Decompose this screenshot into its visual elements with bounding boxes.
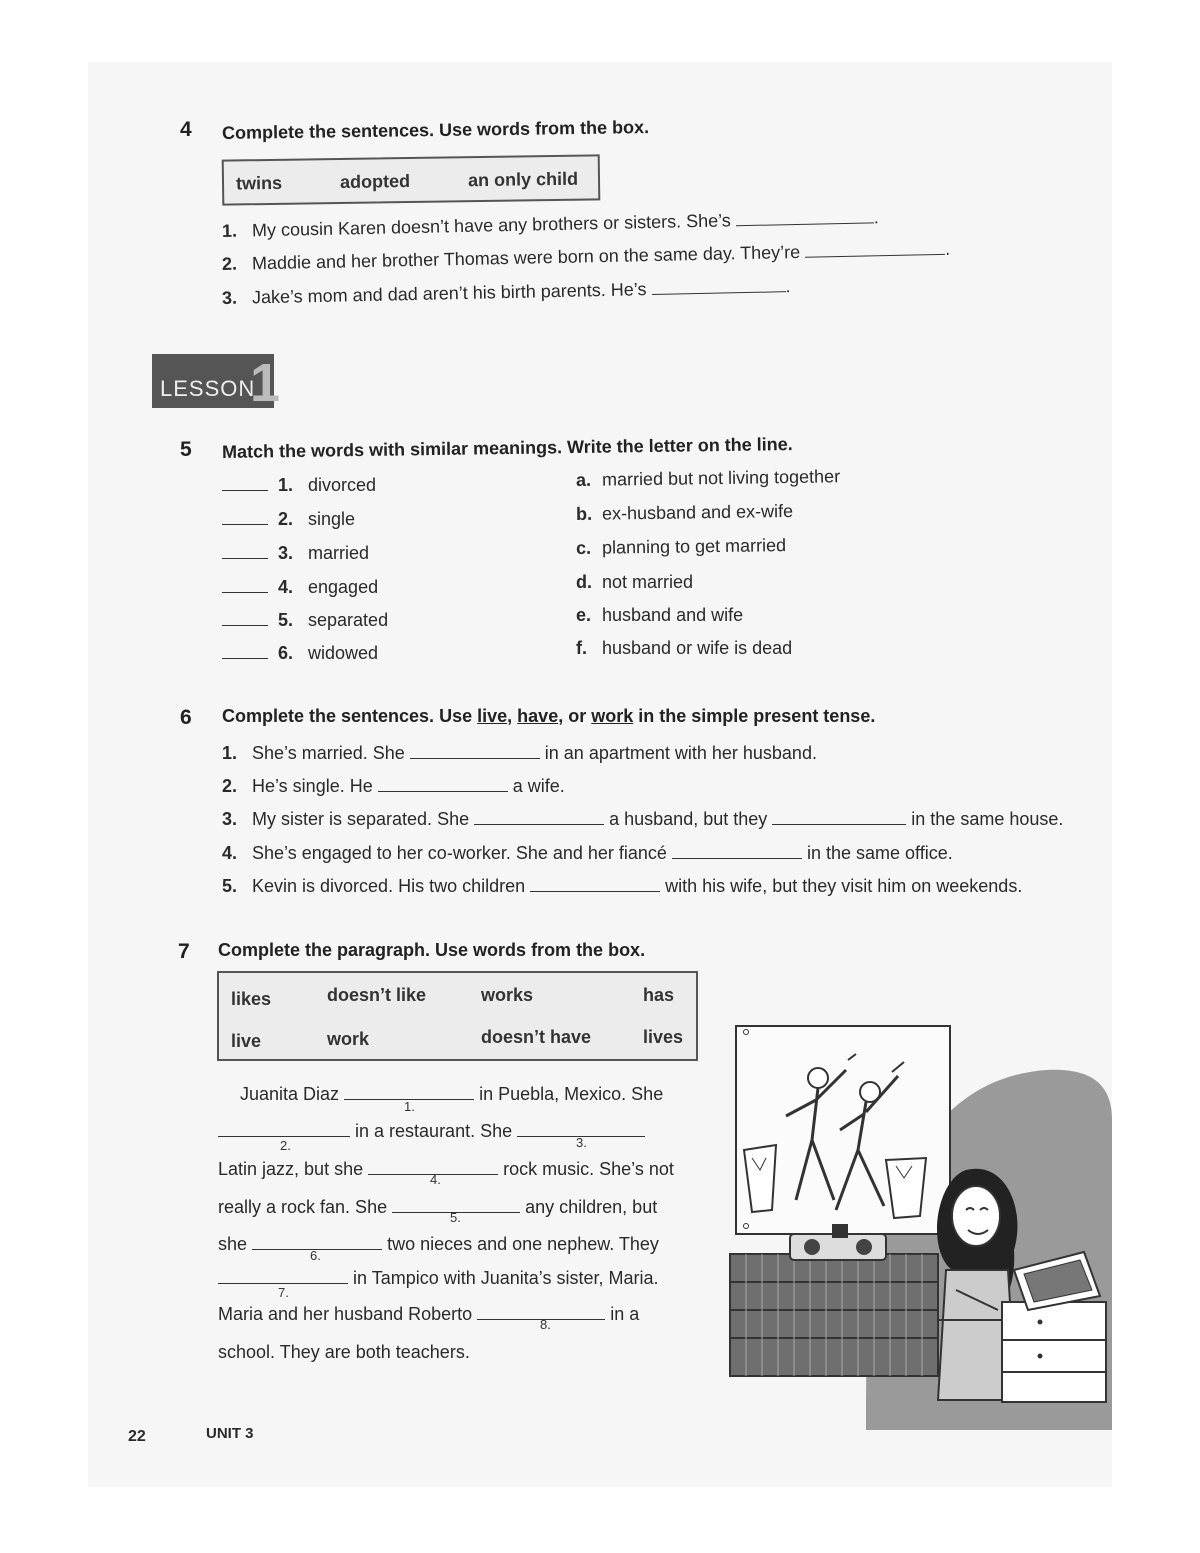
- match-word: divorced: [308, 475, 377, 495]
- letter-blank[interactable]: [222, 508, 268, 525]
- item-text: Kevin is divorced. His two children: [252, 876, 526, 896]
- item-letter: a.: [575, 469, 592, 490]
- item-text: in an apartment with her husband.: [544, 743, 817, 763]
- match-left-item: [222, 609, 388, 631]
- answer-blank[interactable]: [805, 238, 945, 258]
- match-right-item: [576, 466, 840, 491]
- match-word: single: [308, 509, 356, 529]
- match-word: married: [308, 543, 370, 563]
- match-word: widowed: [308, 643, 379, 663]
- instruction-text: Complete the sentences. Use: [222, 706, 473, 726]
- paragraph-text: Maria and her husband Roberto: [218, 1304, 473, 1324]
- box-word: likes: [231, 989, 272, 1009]
- answer-blank[interactable]: [378, 775, 508, 792]
- paragraph-text: really a rock fan. She: [218, 1197, 388, 1217]
- paragraph-text: Juanita Diaz: [240, 1084, 340, 1104]
- paragraph-text: Latin jazz, but she: [218, 1159, 364, 1179]
- item-period: .: [785, 276, 791, 297]
- item-number: 2.: [222, 776, 238, 796]
- exercise-5-number: 5: [180, 438, 192, 461]
- answer-blank[interactable]: [474, 808, 604, 825]
- paragraph-line: [240, 1083, 663, 1105]
- item-number: 3.: [222, 809, 238, 829]
- exercise-5-instruction: Match the words with similar meanings. Write the letter on the line.: [221, 434, 793, 462]
- box-word: doesn’t have: [481, 1027, 592, 1047]
- answer-blank-7[interactable]: [218, 1267, 348, 1284]
- answer-blank[interactable]: [672, 842, 802, 859]
- blank-number: 8.: [540, 1317, 551, 1332]
- letter-blank[interactable]: [222, 642, 268, 659]
- item-period: .: [873, 207, 880, 228]
- box-word: lives: [643, 1027, 684, 1047]
- paragraph-line: [218, 1158, 674, 1180]
- lesson-label: LESSON: [160, 376, 256, 401]
- box-word: an only child: [467, 168, 579, 191]
- paragraph-text: in Tampico with Juanita’s sister, Maria.: [353, 1268, 659, 1288]
- match-left-item: [222, 642, 378, 664]
- paragraph-text: she: [218, 1234, 248, 1254]
- item-text: a wife.: [512, 776, 565, 796]
- paragraph-line: [218, 1196, 657, 1218]
- keyword-have: have: [517, 706, 559, 726]
- answer-blank[interactable]: [736, 206, 874, 226]
- item-text: Maddie and her brother Thomas were born on the same day. They’re: [251, 241, 801, 274]
- exercise-6-item: [222, 842, 953, 864]
- match-left-item: [222, 576, 378, 598]
- match-right-item: [576, 605, 743, 626]
- instruction-or: , or: [558, 706, 587, 726]
- item-letter: e.: [576, 605, 592, 625]
- blank-number: 6.: [310, 1248, 321, 1263]
- match-word: engaged: [308, 577, 379, 597]
- item-text: She’s married. She: [252, 743, 405, 763]
- item-number: 1.: [222, 743, 238, 763]
- item-letter: d.: [576, 572, 592, 592]
- paragraph-line: [218, 1303, 639, 1325]
- item-number: 4.: [278, 577, 294, 597]
- match-word: separated: [308, 610, 389, 630]
- page-number: 22: [128, 1428, 146, 1445]
- item-number: 1.: [221, 220, 238, 241]
- item-number: 3.: [221, 287, 238, 308]
- lesson-banner: [152, 353, 281, 413]
- exercise-4-instruction: Complete the sentences. Use words from the box.: [221, 117, 650, 143]
- blank-number: 4.: [430, 1172, 441, 1187]
- letter-blank[interactable]: [222, 474, 268, 491]
- exercise-7-number: 7: [178, 940, 190, 963]
- paragraph-text: in a: [610, 1304, 640, 1324]
- match-right-item: [576, 638, 792, 659]
- paragraph-text: in Puebla, Mexico. She: [479, 1084, 664, 1104]
- box-word: has: [643, 985, 675, 1005]
- letter-blank[interactable]: [222, 609, 268, 626]
- match-right-item: [576, 572, 693, 593]
- item-number: 2.: [221, 253, 238, 274]
- item-text: My cousin Karen doesn’t have any brothers or sisters. She’s: [251, 210, 732, 241]
- item-text: a husband, but they: [609, 809, 768, 829]
- item-period: .: [944, 238, 951, 259]
- paragraph-text: in a restaurant. She: [355, 1121, 513, 1141]
- keyword-work: work: [591, 706, 634, 726]
- item-number: 5.: [222, 876, 238, 896]
- instruction-comma: ,: [507, 706, 513, 726]
- box-word: adopted: [339, 171, 411, 192]
- exercise-7-word-box: [217, 971, 698, 1061]
- match-left-item: [222, 474, 376, 496]
- match-meaning: ex-husband and ex-wife: [601, 500, 794, 524]
- answer-blank[interactable]: [530, 875, 660, 892]
- box-word: twins: [235, 172, 283, 194]
- exercise-6-instruction: [222, 706, 875, 727]
- woman-with-poster-illustration: [716, 1020, 1112, 1430]
- item-letter: c.: [575, 537, 592, 558]
- item-text: in the same house.: [911, 809, 1064, 829]
- blank-number: 1.: [404, 1099, 415, 1114]
- match-left-item: [222, 508, 355, 530]
- item-text: with his wife, but they visit him on weekends.: [665, 876, 1023, 896]
- item-letter: f.: [576, 638, 587, 658]
- exercise-6-item: [222, 775, 565, 797]
- match-meaning: husband or wife is dead: [602, 638, 793, 658]
- paragraph-text: any children, but: [525, 1197, 658, 1217]
- match-left-item: [222, 542, 369, 564]
- match-right-item: [576, 535, 786, 559]
- exercise-6-item: [222, 808, 1063, 830]
- blank-number: 5.: [450, 1210, 461, 1225]
- item-number: 2.: [278, 509, 294, 529]
- paragraph-text: two nieces and one nephew. They: [387, 1234, 659, 1254]
- match-meaning: not married: [602, 572, 694, 592]
- blank-number: 2.: [280, 1138, 291, 1153]
- item-number: 4.: [222, 843, 238, 863]
- item-letter: b.: [575, 503, 593, 524]
- paragraph-line: [218, 1233, 659, 1255]
- box-word: live: [231, 1031, 262, 1051]
- match-meaning: husband and wife: [602, 605, 744, 625]
- answer-blank[interactable]: [772, 808, 906, 825]
- instruction-text: in the simple present tense.: [638, 706, 876, 726]
- item-text: Jake’s mom and dad aren’t his birth parents. He’s: [251, 279, 647, 308]
- item-number: 5.: [278, 610, 294, 630]
- item-text: My sister is separated. She: [252, 809, 470, 829]
- answer-blank[interactable]: [410, 742, 540, 759]
- match-meaning: married but not living together: [601, 466, 841, 490]
- item-text: She’s engaged to her co-worker. She and her fiancé: [252, 843, 667, 863]
- box-word: doesn’t like: [327, 985, 427, 1005]
- item-number: 1.: [278, 475, 294, 495]
- paragraph-text: school. They are both teachers.: [218, 1342, 470, 1362]
- unit-label: UNIT 3: [206, 1425, 254, 1442]
- blank-number: 3.: [576, 1135, 587, 1150]
- answer-blank[interactable]: [651, 275, 785, 295]
- exercise-6-item: [222, 742, 817, 764]
- exercise-6-number: 6: [180, 706, 192, 729]
- keyword-live: live: [477, 706, 508, 726]
- item-number: 6.: [278, 643, 294, 663]
- lesson-number: 1: [250, 353, 281, 413]
- answer-blank-1[interactable]: [344, 1083, 474, 1100]
- box-word: works: [481, 985, 534, 1005]
- letter-blank[interactable]: [222, 576, 268, 593]
- paragraph-line: [218, 1342, 470, 1363]
- exercise-4-number: 4: [180, 118, 192, 141]
- blank-number: 7.: [278, 1285, 289, 1300]
- exercise-6-item: [222, 875, 1022, 897]
- item-text: He’s single. He: [252, 776, 373, 796]
- item-text: in the same office.: [806, 843, 953, 863]
- item-number: 3.: [278, 543, 294, 563]
- exercise-7-instruction: Complete the paragraph. Use words from the box.: [218, 940, 646, 960]
- paragraph-text: rock music. She’s not: [503, 1159, 674, 1179]
- exercise-4-word-box: [222, 154, 601, 205]
- match-right-item: [576, 501, 793, 525]
- box-word: work: [327, 1029, 370, 1049]
- answer-blank-2[interactable]: [218, 1120, 350, 1137]
- match-meaning: planning to get married: [601, 535, 787, 558]
- letter-blank[interactable]: [222, 542, 268, 559]
